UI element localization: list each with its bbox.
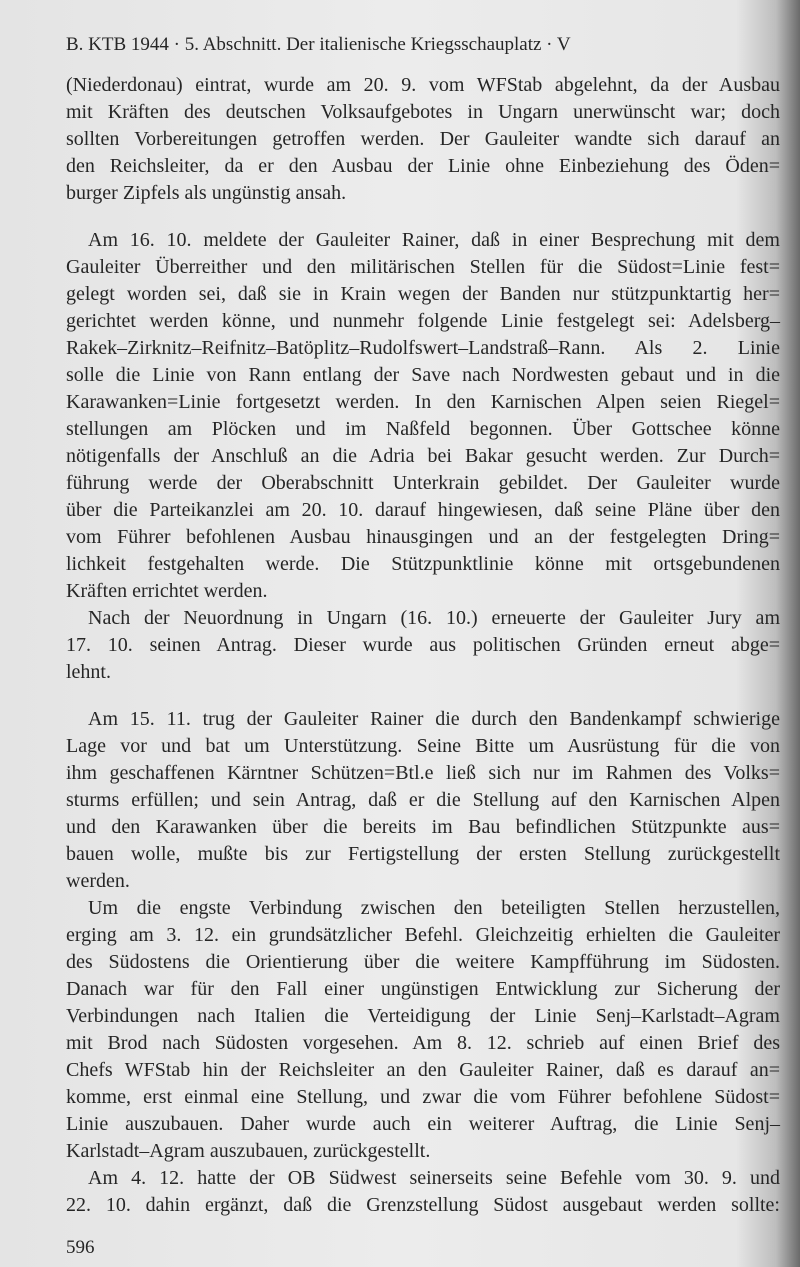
text-line: Am 16. 10. meldete der Gauleiter Rainer, daß in einer Besprechung mit dem [88,229,780,251]
text-line: lichkeit festgehalten werde. Die Stützpunktlinie könne mit ortsgebundenen [66,553,780,575]
text-line: burger Zipfels als ungünstig ansah. [66,182,347,204]
text-line: Gauleiter Überreither und den militärischen Stellen für die Südost=Linie fest= [66,256,780,278]
text-line: 17. 10. seinen Antrag. Dieser wurde aus politischen Gründen erneut abge= [66,634,780,656]
text-line: vom Führer befohlenen Ausbau hinausgingen und an der festgelegten Dring= [66,526,780,548]
text-line: des Südostens die Orientierung über die weitere Kampfführung im Südosten. [66,951,780,973]
text-line: mit Kräften des deutschen Volksaufgebotes in Ungarn unerwünscht war; doch [66,101,780,123]
paragraph [66,227,780,605]
text-line: den Reichsleiter, da er den Ausbau der Linie ohne Einbeziehung des Öden= [66,155,780,177]
text-line: mit Brod nach Südosten vorgesehen. Am 8. 12. schrieb auf einen Brief des [66,1032,780,1054]
text-line: Danach war für den Fall einer ungünstigen Entwicklung zur Sicherung der [66,978,780,1000]
paragraph [66,605,780,686]
text-line: Am 15. 11. trug der Gauleiter Rainer die durch den Bandenkampf schwierige [88,708,780,730]
text-line: führung werde der Oberabschnitt Unterkrain gebildet. Der Gauleiter wurde [66,472,780,494]
text-line: Chefs WFStab hin der Reichsleiter an den Gauleiter Rainer, daß es darauf an= [66,1059,780,1081]
text-line: sollten Vorbereitungen getroffen werden. Der Gauleiter wandte sich darauf an [66,128,780,150]
text-line: bauen wolle, mußte bis zur Fertigstellung der ersten Stellung zurückgestellt [66,843,780,865]
paragraph [66,72,780,207]
text-line: sturms erfüllen; und sein Antrag, daß er die Stellung auf den Karnischen Alpen [66,789,780,811]
text-line: Nach der Neuordnung in Ungarn (16. 10.) erneuerte der Gauleiter Jury am [88,607,780,629]
text-line: Karawanken=Linie fortgesetzt werden. In den Karnischen Alpen seien Riegel= [66,391,780,413]
text-line: lehnt. [66,661,111,683]
text-line: gerichtet werden könne, und nunmehr folgende Linie festgelegt sei: Adelsberg– [66,310,780,332]
running-header: B. KTB 1944 · 5. Abschnitt. Der italienische Kriegsschauplatz · V [66,34,571,55]
text-line: komme, erst einmal eine Stellung, und zwar die vom Führer befohlene Südost= [66,1086,780,1108]
text-line: Lage vor und bat um Unterstützung. Seine Bitte um Ausrüstung für die von [66,735,780,757]
paragraph [66,1165,780,1219]
text-line: Kräften errichtet werden. [66,580,268,602]
text-line: und den Karawanken über die bereits im Bau befindlichen Stützpunkte aus= [66,816,780,838]
text-line: gelegt worden sei, daß sie in Krain wegen der Banden nur stützpunktartig her= [66,283,780,305]
body-text [66,72,780,1219]
text-line: Verbindungen nach Italien die Verteidigung der Linie Senj–Karlstadt–Agram [66,1005,780,1027]
text-line: ihm geschaffenen Kärntner Schützen=Btl.e ließ sich nur im Rahmen des Volks= [66,762,780,784]
text-line: stellungen am Plöcken und im Naßfeld begonnen. Über Gottschee könne [66,418,780,440]
paragraph [66,895,780,1165]
text-line: Rakek–Zirknitz–Reifnitz–Batöplitz–Rudolfswert–Landstraß–Rann. Als 2. Linie [66,337,780,359]
text-line: erging am 3. 12. ein grundsätzlicher Befehl. Gleichzeitig erhielten die Gauleiter [66,924,780,946]
text-line: Um die engste Verbindung zwischen den beteiligten Stellen herzustellen, [88,897,780,919]
paragraph [66,706,780,895]
text-line: 22. 10. dahin ergänzt, daß die Grenzstellung Südost ausgebaut werden sollte: [66,1194,780,1216]
text-line: Linie auszubauen. Daher wurde auch ein weiterer Auftrag, die Linie Senj– [66,1113,780,1135]
text-line: Am 4. 12. hatte der OB Südwest seinerseits seine Befehle vom 30. 9. und [88,1167,780,1189]
text-line: über die Parteikanzlei am 20. 10. darauf hingewiesen, daß seine Pläne über den [66,499,780,521]
text-line: werden. [66,870,130,892]
text-line: solle die Linie von Rann entlang der Save nach Nordwesten gebaut und in die [66,364,780,386]
page-number: 596 [66,1237,95,1258]
text-line: nötigenfalls der Anschluß an die Adria bei Bakar gesucht werden. Zur Durch= [66,445,780,467]
text-line: Karlstadt–Agram auszubauen, zurückgestellt. [66,1140,431,1162]
text-line: (Niederdonau) eintrat, wurde am 20. 9. vom WFStab abgelehnt, da der Ausbau [66,74,780,96]
